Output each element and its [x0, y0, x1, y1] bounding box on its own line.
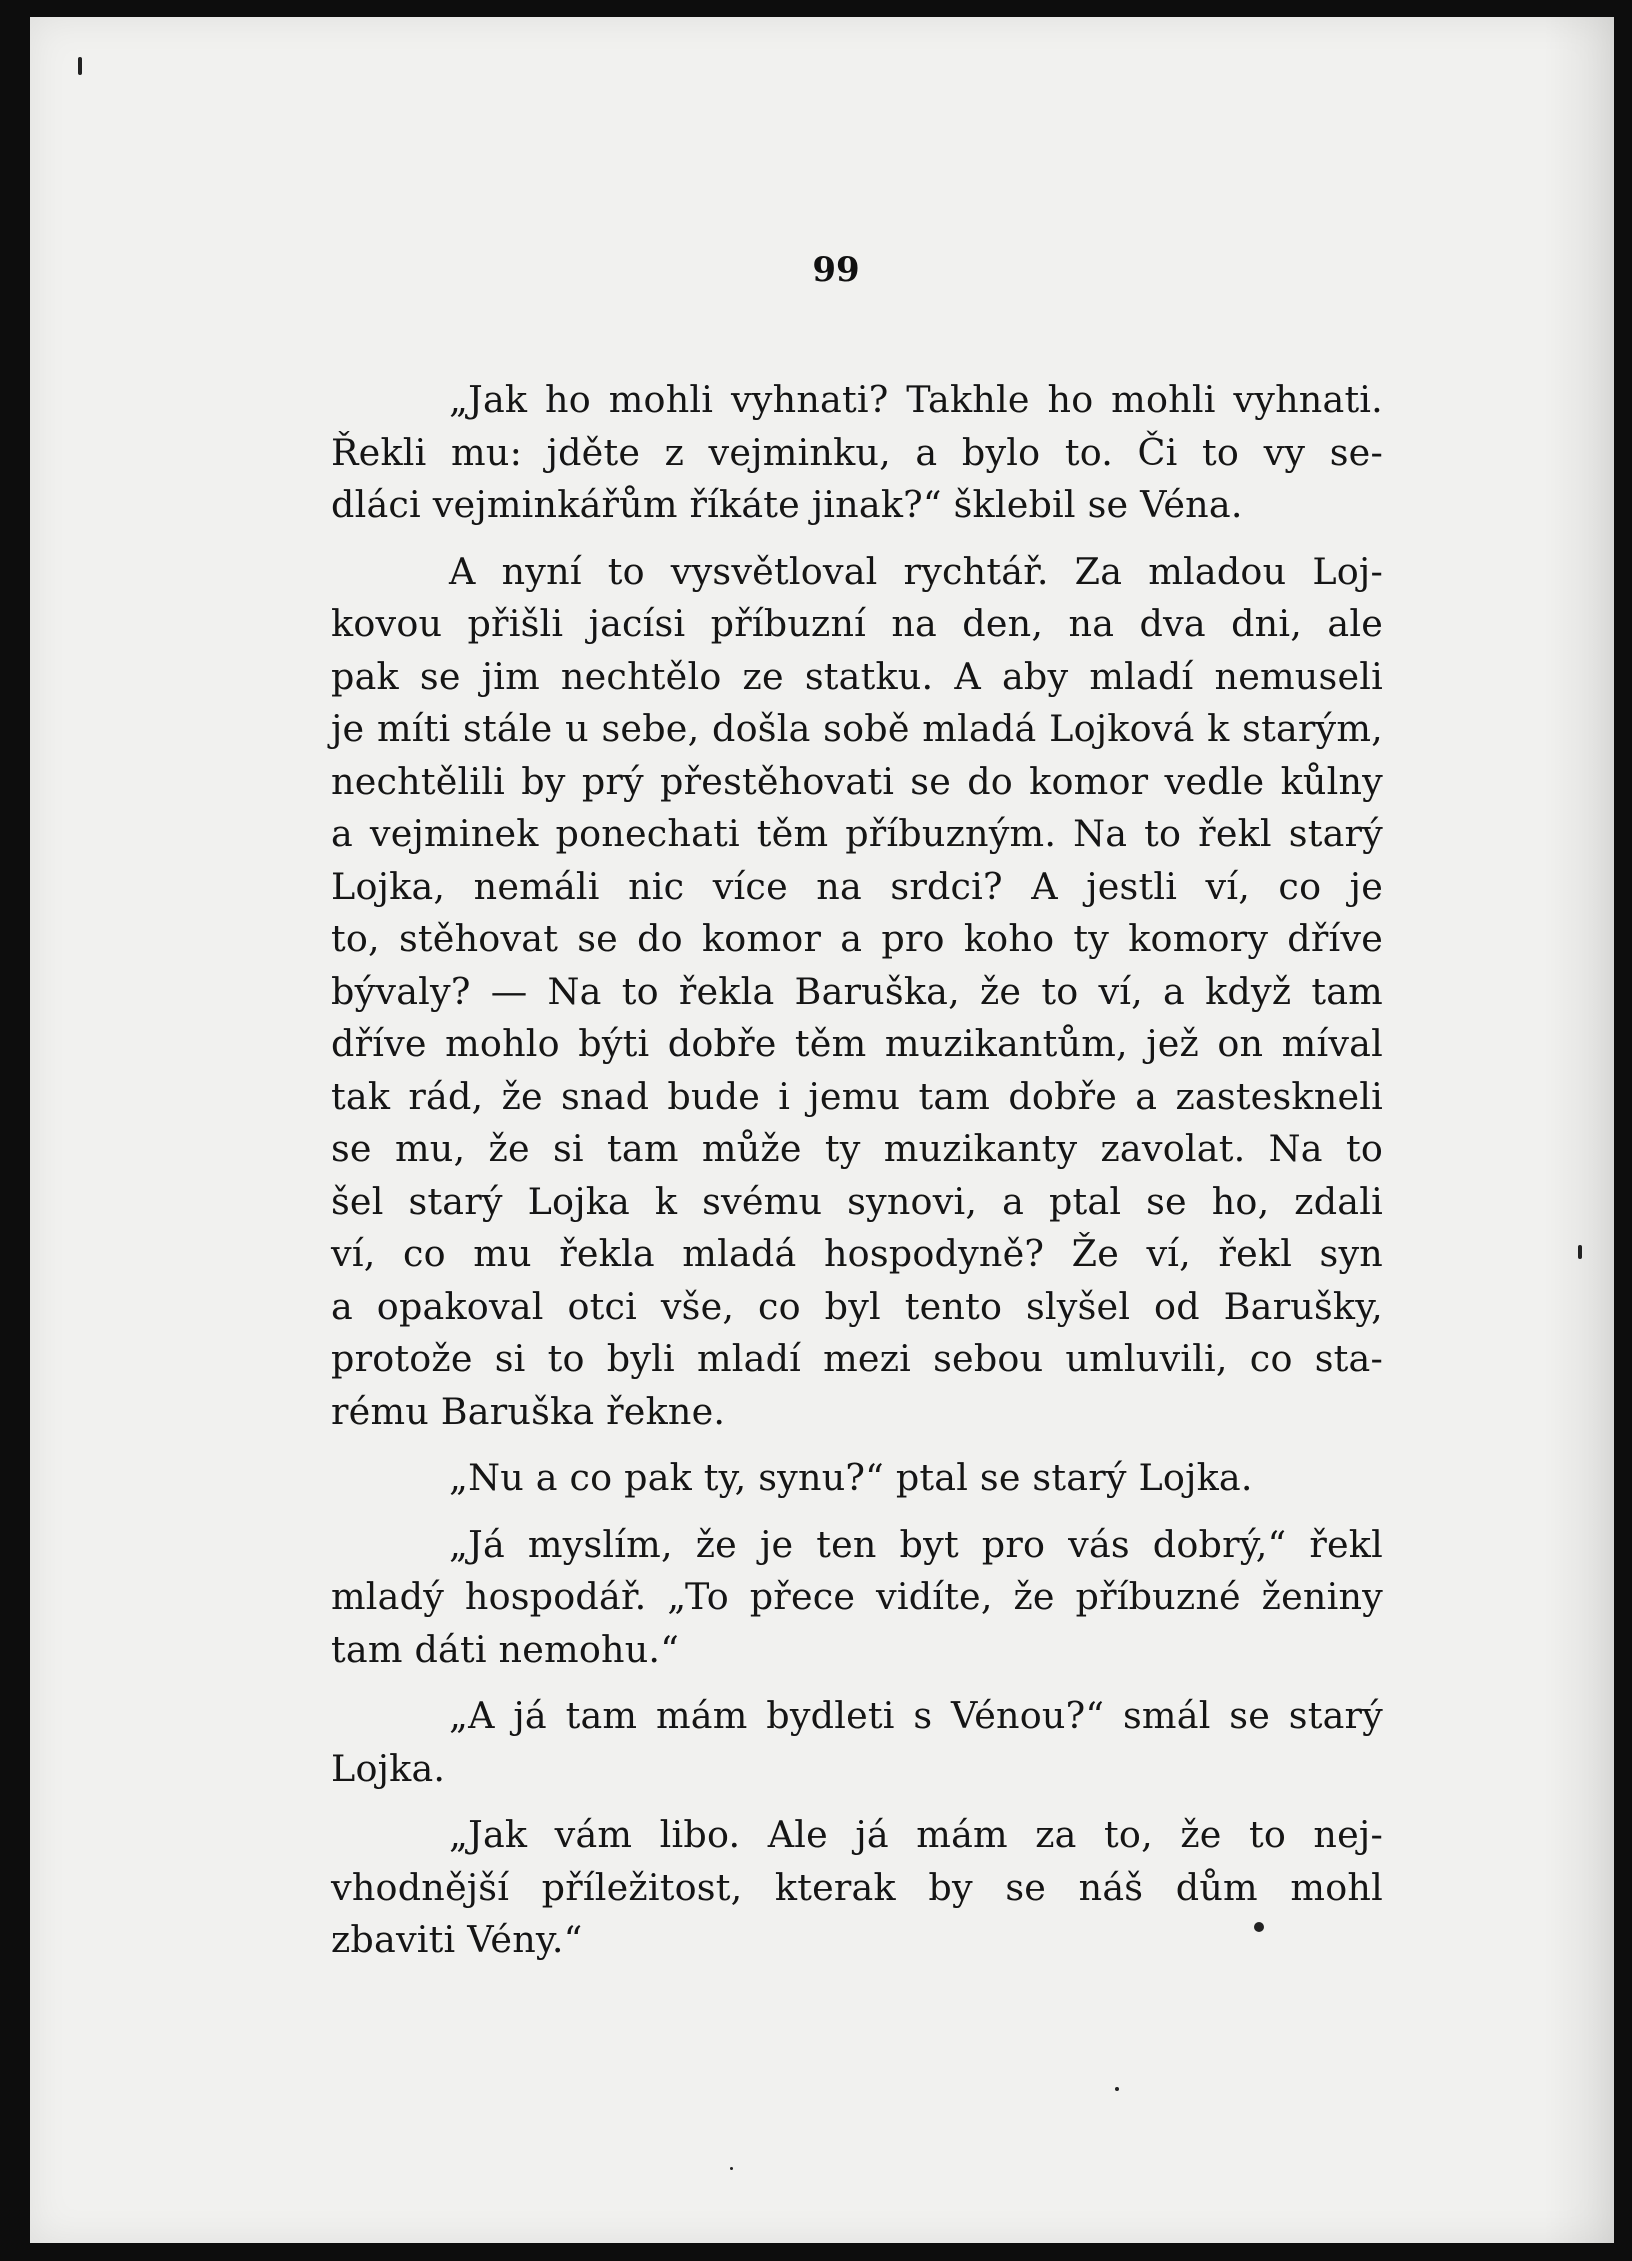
dust-speck: [78, 57, 82, 75]
text-line: Lojka.: [331, 1746, 446, 1790]
text-line: rému Baruška řekne.: [331, 1389, 726, 1433]
text-line: bývaly? — Na to řekla Baruška, že to ví, a když tam: [331, 969, 1383, 1013]
paragraph: [213, 1452, 1383, 1505]
text-line: kovou přišli jacísi příbuzní na den, na dva dni, ale: [331, 602, 1383, 645]
text-line: pak se jim nechtělo ze statku. A aby mladí nemuseli: [331, 654, 1383, 698]
text-line: Řekli mu: jděte z vejminku, a bylo to. Či to vy se-: [331, 430, 1383, 474]
text-line: mladý hospodář. „To přece vidíte, že příbuzné ženiny: [331, 1575, 1383, 1618]
paragraph: [213, 374, 1383, 532]
text-line: zbaviti Vény.“: [331, 1918, 583, 1961]
text-line: „Nu a co pak ty, synu?“ ptal se starý Lojka.: [449, 1456, 1253, 1499]
text-line: nechtělili by prý přestěhovati se do komor vedle kůlny: [331, 759, 1383, 803]
text-line: „Jak vám libo. Ale já mám za to, že to nej-: [449, 1813, 1383, 1856]
text-line: dláci vejminkářům říkáte jinak?“ šklebil se Véna.: [331, 483, 1243, 526]
text-line: tak rád, že snad bude i jemu tam dobře a zasteskneli: [331, 1074, 1383, 1118]
paragraph: [213, 546, 1383, 1439]
text-line: tam dáti nemohu.“: [331, 1627, 680, 1671]
text-line: je míti stále u sebe, došla sobě mladá Lojková k starým,: [331, 707, 1383, 750]
text-line: protože si to byli mladí mezi sebou umluvili, co sta-: [331, 1337, 1383, 1380]
text-line: vhodnější příležitost, kterak by se náš dům mohl: [331, 1865, 1383, 1909]
dust-speck: [1254, 1922, 1264, 1932]
page-number: 99: [812, 250, 860, 290]
text-line: to, stěhovat se do komor a pro koho ty komory dříve: [331, 917, 1383, 960]
body-text: [213, 374, 1383, 1967]
text-line: Lojka, nemáli nic více na srdci? A jestli ví, co je: [331, 864, 1383, 908]
page-edge-shadow: [1544, 17, 1614, 2243]
text-line: „Já myslím, že je ten byt pro vás dobrý,“ řekl: [449, 1522, 1383, 1566]
text-line: se mu, že si tam může ty muzikanty zavolat. Na to: [331, 1127, 1383, 1170]
text-line: a vejminek ponechati těm příbuzným. Na to řekl starý: [331, 812, 1383, 855]
book-page: [30, 17, 1614, 2243]
text-line: šel starý Lojka k svému synovi, a ptal se ho, zdali: [331, 1179, 1383, 1223]
text-line: „Jak ho mohli vyhnati? Takhle ho mohli vyhnati.: [449, 378, 1383, 421]
text-line: a opakoval otci vše, co byl tento slyšel od Barušky,: [331, 1284, 1383, 1328]
text-line: ví, co mu řekla mladá hospodyně? Že ví, řekl syn: [331, 1232, 1383, 1275]
text-line: dříve mohlo býti dobře těm muzikantům, jež on míval: [331, 1022, 1383, 1065]
paragraph: [213, 1809, 1383, 1967]
paragraph: [213, 1519, 1383, 1677]
text-line: „A já tam mám bydleti s Vénou?“ smál se starý: [449, 1694, 1383, 1737]
dust-speck: [730, 2167, 733, 2170]
text-line: A nyní to vysvětloval rychtář. Za mladou Loj-: [449, 549, 1383, 593]
dust-speck: [1115, 2087, 1119, 2091]
dust-speck: [1578, 1245, 1582, 1259]
paragraph: [213, 1690, 1383, 1795]
